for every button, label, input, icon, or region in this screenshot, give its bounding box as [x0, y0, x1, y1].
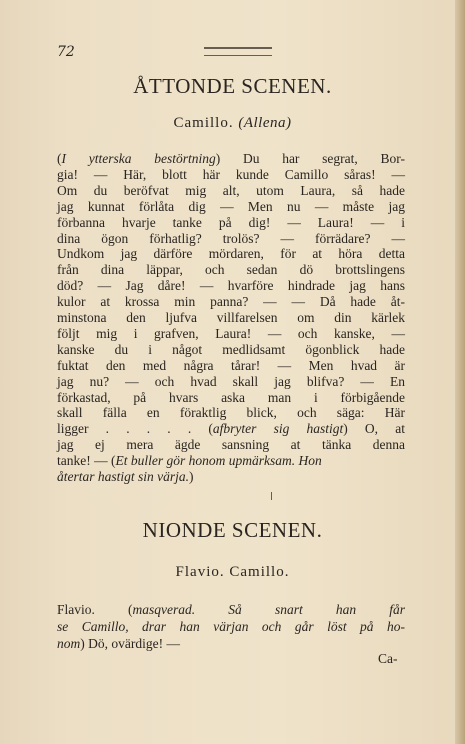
text-line: [57, 358, 405, 373]
text-line: [57, 294, 405, 309]
dialogue-text: Undkom jag därföre mördaren, för at höra detta: [57, 246, 405, 262]
text-line: [57, 405, 405, 420]
dialogue-text: Flavio. (: [57, 602, 133, 617]
stage-direction-text: nom: [57, 636, 81, 651]
dialogue-text: jag nu? — och hvad skall jag blifva? — En: [57, 373, 405, 389]
dialogue-text: kulor at krossa min panna? — — Då hade åt-: [57, 294, 405, 310]
text-line: [57, 326, 405, 341]
dialogue-text: gia! — Här, blott här kunde Camillo såras! —: [57, 166, 405, 182]
dialogue-text: förkastad, på hvars aska man i förbigående: [57, 389, 405, 405]
scene-8-title: ÅTTONDE SCENEN.: [133, 74, 332, 98]
text-line: [57, 469, 405, 484]
page-number: 72: [57, 44, 75, 60]
text-line: [57, 421, 405, 436]
dialogue-text: följt mig i grafven, Laura! — och kanske, —: [57, 325, 405, 341]
dialogue-text: Om du beröfvat mig alt, utom Laura, så hade: [57, 182, 405, 198]
dialogue-text: minstona den ljufva villfarelsen om din kärlek: [57, 310, 405, 325]
cast-name: Camillo.: [173, 115, 234, 131]
header-ornament: [204, 47, 272, 56]
dialogue-text: jag kunnat förlåta dig — Men nu — måste jag: [57, 198, 405, 214]
dialogue-text: förbanna hvarje tanke på dig! — Laura! — i: [57, 214, 405, 230]
dialogue-text: ) Dö, ovärdige! —: [80, 636, 180, 651]
stage-direction-text: masqverad. Så snart han får: [132, 602, 405, 617]
text-line: [57, 215, 405, 230]
cast-stage-direction: (Allena): [238, 115, 292, 131]
dialogue-text: fuktat den med några tårar! — Men hvad är: [57, 357, 405, 373]
scene-9-cast: Flavio. Camillo.: [175, 564, 290, 580]
stage-direction-text: se Camillo, drar han värjan och går löst på ho-: [57, 619, 405, 634]
dialogue-text: skall fälla en föraktlig blick, och säga: Här: [57, 405, 405, 421]
dialogue-text: tanke! — (: [57, 453, 116, 469]
text-line: [57, 310, 405, 325]
stage-direction-text: återtar hastigt sin värja.: [57, 469, 190, 484]
text-line: [57, 390, 405, 405]
text-line: [57, 342, 405, 357]
scene-8-cast: [0, 115, 465, 132]
dialogue-text: kanske du i något medlidsamt ögonblick hade: [57, 341, 405, 357]
text-line: [57, 231, 405, 246]
dialogue-text: ligger . . . . . (: [57, 421, 213, 437]
text-line: [57, 453, 405, 468]
dialogue-text: ) O, at: [343, 421, 405, 437]
catchword: Ca-: [378, 651, 398, 666]
text-line: [57, 199, 405, 214]
dialogue-text: (: [57, 151, 62, 166]
dialogue-text: dina ögon förhatlig? trolös? — förrädare? —: [57, 230, 405, 246]
text-line: [57, 167, 405, 182]
text-line: [57, 636, 405, 651]
stage-direction-text: I ytterska bestörtning: [61, 151, 216, 166]
text-line: [57, 246, 405, 261]
text-line: [57, 437, 405, 452]
ink-mark: [271, 492, 272, 500]
dialogue-text: död? — Jag dåre! — hvarföre hindrade jag hans: [57, 278, 405, 294]
dialogue-text: ): [189, 469, 194, 484]
dialogue-text: jag ej mera ägde sansning at tänka denna: [57, 437, 405, 453]
text-line: [57, 183, 405, 198]
text-line: [57, 151, 405, 166]
dialogue-text: från dina läppar, och sedan dö brottslingens: [57, 262, 405, 278]
text-line: [57, 278, 405, 293]
text-line: [57, 619, 405, 634]
stage-direction-text: afbryter sig hastigt: [212, 421, 344, 437]
scene-9-title: NIONDE SCENEN.: [142, 518, 323, 542]
page-edge: [455, 0, 465, 744]
text-line: [57, 262, 405, 277]
dialogue-text: ) Du har segrat, Bor-: [215, 151, 405, 166]
text-line: [57, 602, 405, 617]
text-line: [57, 374, 405, 389]
stage-direction-text: Et buller gör honom upmärksam. Hon: [115, 453, 322, 469]
